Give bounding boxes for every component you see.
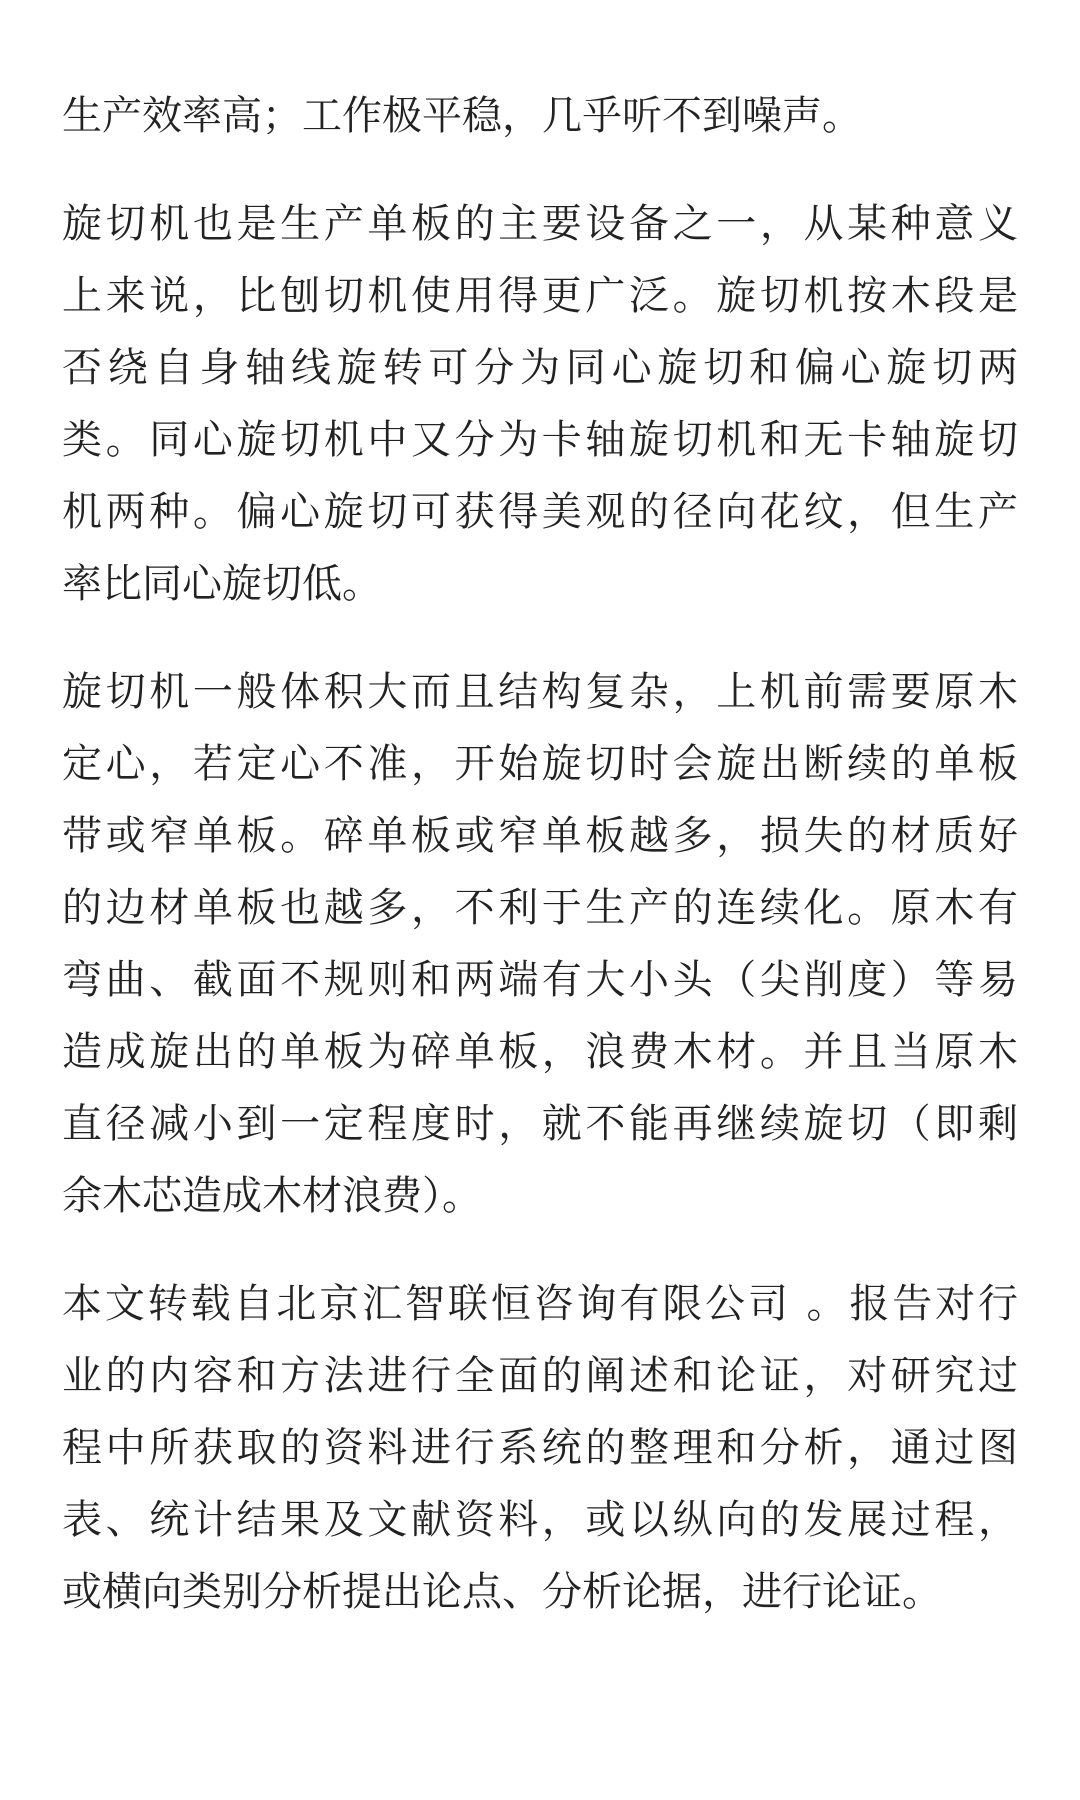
paragraph-source-note (62, 1268, 1018, 1628)
text-line: 生产效率高；工作极平稳，几乎听不到噪声。 (62, 93, 862, 139)
text-line: 程中所获取的资料进行系统的整理和分析，通过图 (62, 1425, 1018, 1471)
text-line: 直径减小到一定程度时，就不能再继续旋切（即剩 (62, 1101, 1018, 1147)
text-line: 上来说，比刨切机使用得更广泛。旋切机按木段是 (62, 273, 1018, 319)
text-line: 率比同心旋切低。 (62, 561, 382, 607)
text-line: 本文转载自北京汇智联恒咨询有限公司 。报告对行 (62, 1281, 1018, 1327)
text-line: 造成旋出的单板为碎单板，浪费木材。并且当原木 (62, 1029, 1018, 1075)
text-line: 或横向类别分析提出论点、分析论据，进行论证。 (62, 1569, 942, 1615)
text-line: 余木芯造成木材浪费）。 (62, 1173, 482, 1219)
text-line: 类。同心旋切机中又分为卡轴旋切机和无卡轴旋切 (62, 417, 1018, 463)
text-line: 业的内容和方法进行全面的阐述和论证，对研究过 (62, 1353, 1018, 1399)
text-line: 带或窄单板。碎单板或窄单板越多，损失的材质好 (62, 813, 1018, 859)
text-line: 机两种。偏心旋切可获得美观的径向花纹，但生产 (62, 489, 1018, 535)
text-line: 定心，若定心不准，开始旋切时会旋出断续的单板 (62, 741, 1018, 787)
paragraph-rotary-cutter (62, 188, 1018, 620)
text-line: 否绕自身轴线旋转可分为同心旋切和偏心旋切两 (62, 345, 1018, 391)
text-line: 旋切机一般体积大而且结构复杂，上机前需要原木 (62, 669, 1018, 715)
text-line: 的边材单板也越多，不利于生产的连续化。原木有 (62, 885, 1018, 931)
text-line: 旋切机也是生产单板的主要设备之一，从某种意义 (62, 201, 1018, 247)
text-line: 表、统计结果及文献资料，或以纵向的发展过程， (62, 1497, 1018, 1543)
paragraph-rotary-cutter-drawbacks (62, 656, 1018, 1232)
article-body (62, 80, 1018, 1664)
paragraph-intro-tail (62, 80, 1018, 152)
text-line: 弯曲、截面不规则和两端有大小头（尖削度）等易 (62, 957, 1018, 1003)
